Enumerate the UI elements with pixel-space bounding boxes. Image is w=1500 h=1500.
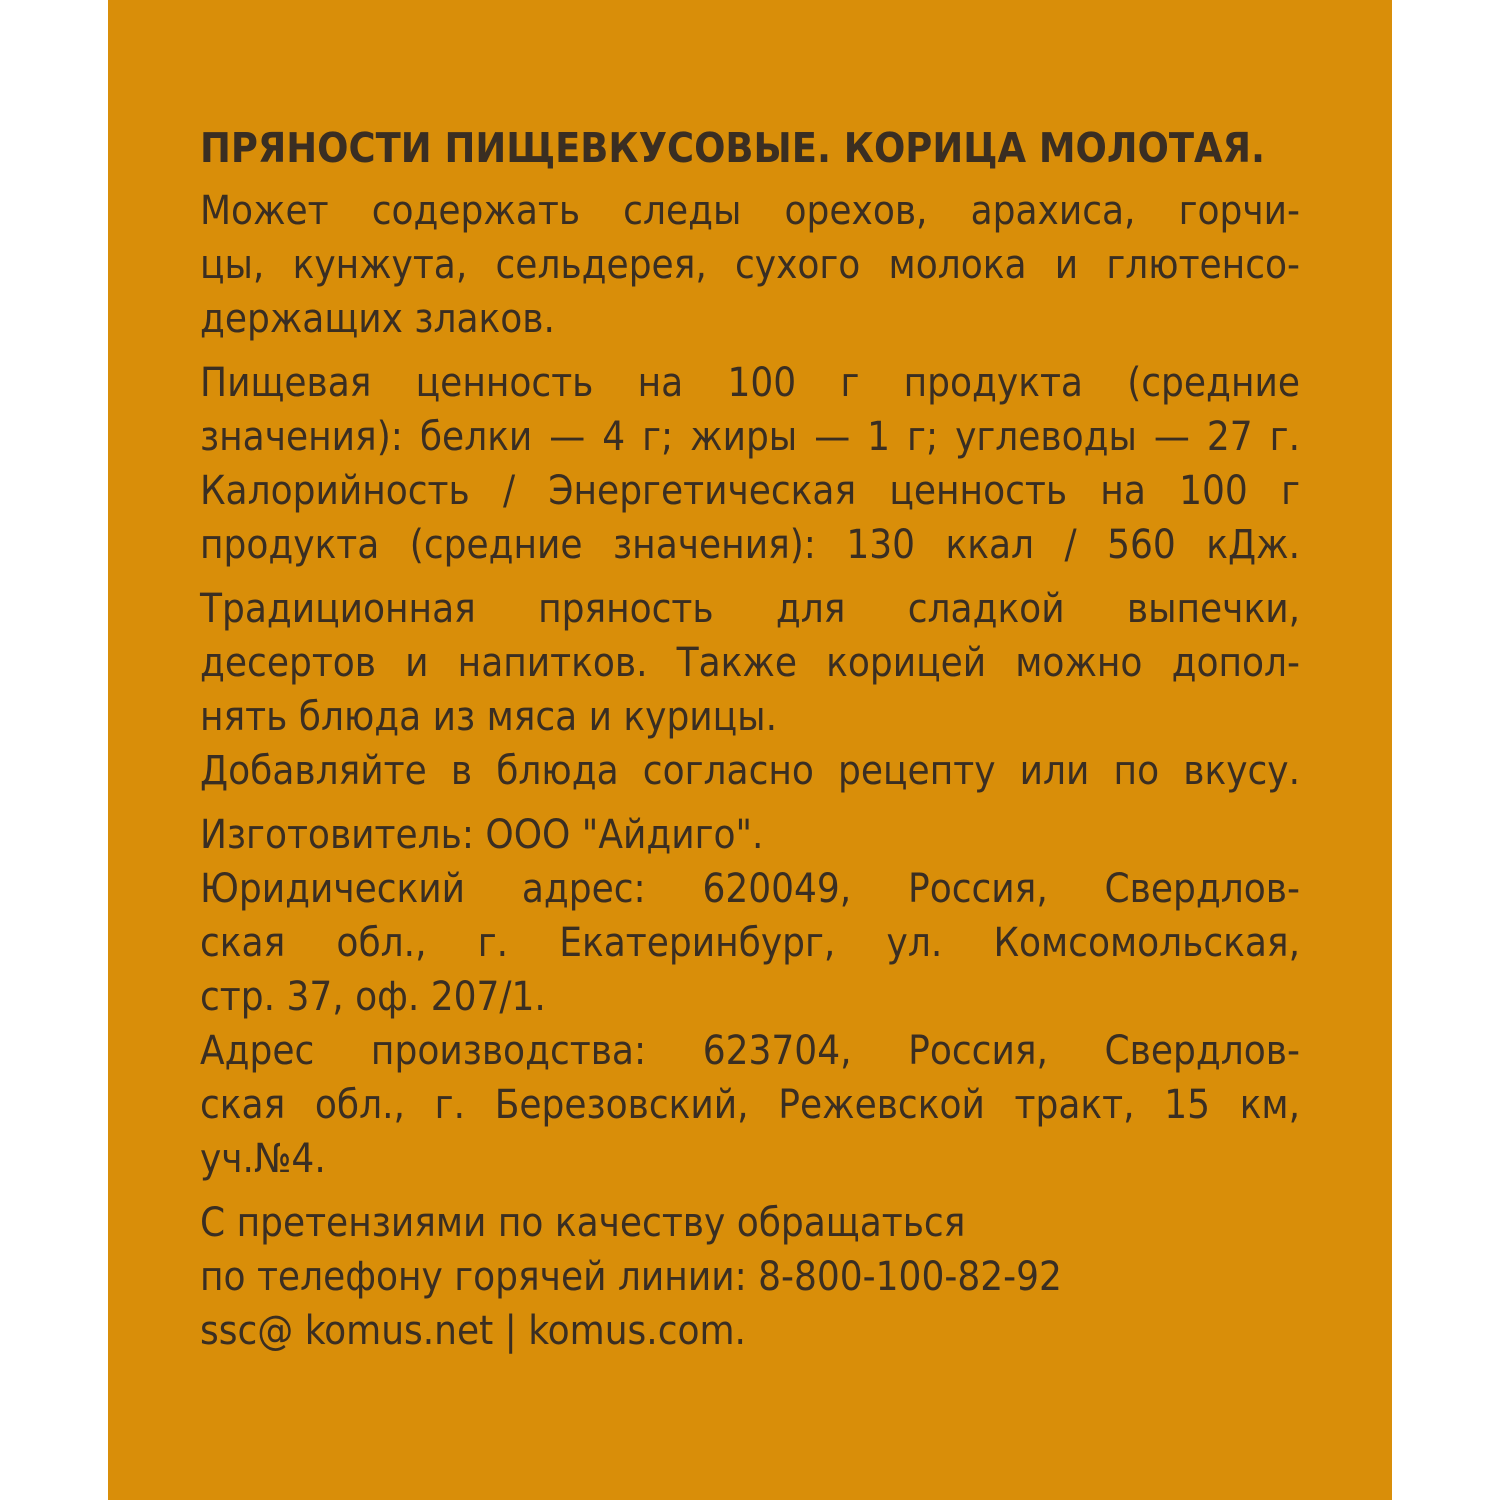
allergens-line: цы, кунжута, сельдерея, сухого молока и глютенсо- xyxy=(200,242,1300,288)
usage-line: нять блюда из мяса и курицы. xyxy=(200,694,778,740)
nutrition-line: Калорийность / Энергетическая ценность на 100 г xyxy=(200,468,1300,514)
nutrition-paragraph xyxy=(200,356,1300,572)
nutrition-line: Пищевая ценность на 100 г продукта (средние xyxy=(200,360,1300,406)
allergens-paragraph xyxy=(200,184,1300,346)
manufacturer-line: ская обл., г. Екатеринбург, ул. Комсомольская, xyxy=(200,920,1300,966)
manufacturer-line: Изготовитель: ООО "Айдиго". xyxy=(200,812,764,858)
manufacturer-line: ская обл., г. Березовский, Режевской тракт, 15 км, xyxy=(200,1082,1300,1128)
usage-line: Добавляйте в блюда согласно рецепту или по вкусу. xyxy=(200,748,1300,794)
manufacturer-line: уч.№4. xyxy=(200,1136,326,1182)
manufacturer-line: Адрес производства: 623704, Россия, Свердлов- xyxy=(200,1028,1300,1074)
allergens-line: держащих злаков. xyxy=(200,296,555,342)
contacts-line: С претензиями по качеству обращаться xyxy=(200,1200,966,1246)
manufacturer-line: стр. 37, оф. 207/1. xyxy=(200,974,546,1020)
contacts-paragraph xyxy=(200,1196,1300,1358)
product-title: ПРЯНОСТИ ПИЩЕВКУСОВЫЕ. КОРИЦА МОЛОТАЯ. xyxy=(200,124,1265,172)
usage-line: десертов и напитков. Также корицей можно допол- xyxy=(200,640,1300,686)
usage-paragraph xyxy=(200,582,1300,798)
product-label-panel xyxy=(108,0,1392,1500)
label-text-block xyxy=(200,118,1300,1358)
manufacturer-line: Юридический адрес: 620049, Россия, Свердлов- xyxy=(200,866,1300,912)
usage-line: Традиционная пряность для сладкой выпечки, xyxy=(200,586,1300,632)
contacts-line: по телефону горячей линии: 8-800-100-82-92 xyxy=(200,1254,1062,1300)
allergens-line: Может содержать следы орехов, арахиса, горчи- xyxy=(200,188,1300,234)
contacts-line: ssc@ komus.net | komus.com. xyxy=(200,1308,746,1354)
manufacturer-paragraph xyxy=(200,808,1300,1186)
nutrition-line: значения): белки — 4 г; жиры — 1 г; углеводы — 27 г. xyxy=(200,414,1300,460)
nutrition-line: продукта (средние значения): 130 ккал / 560 кДж. xyxy=(200,522,1300,568)
